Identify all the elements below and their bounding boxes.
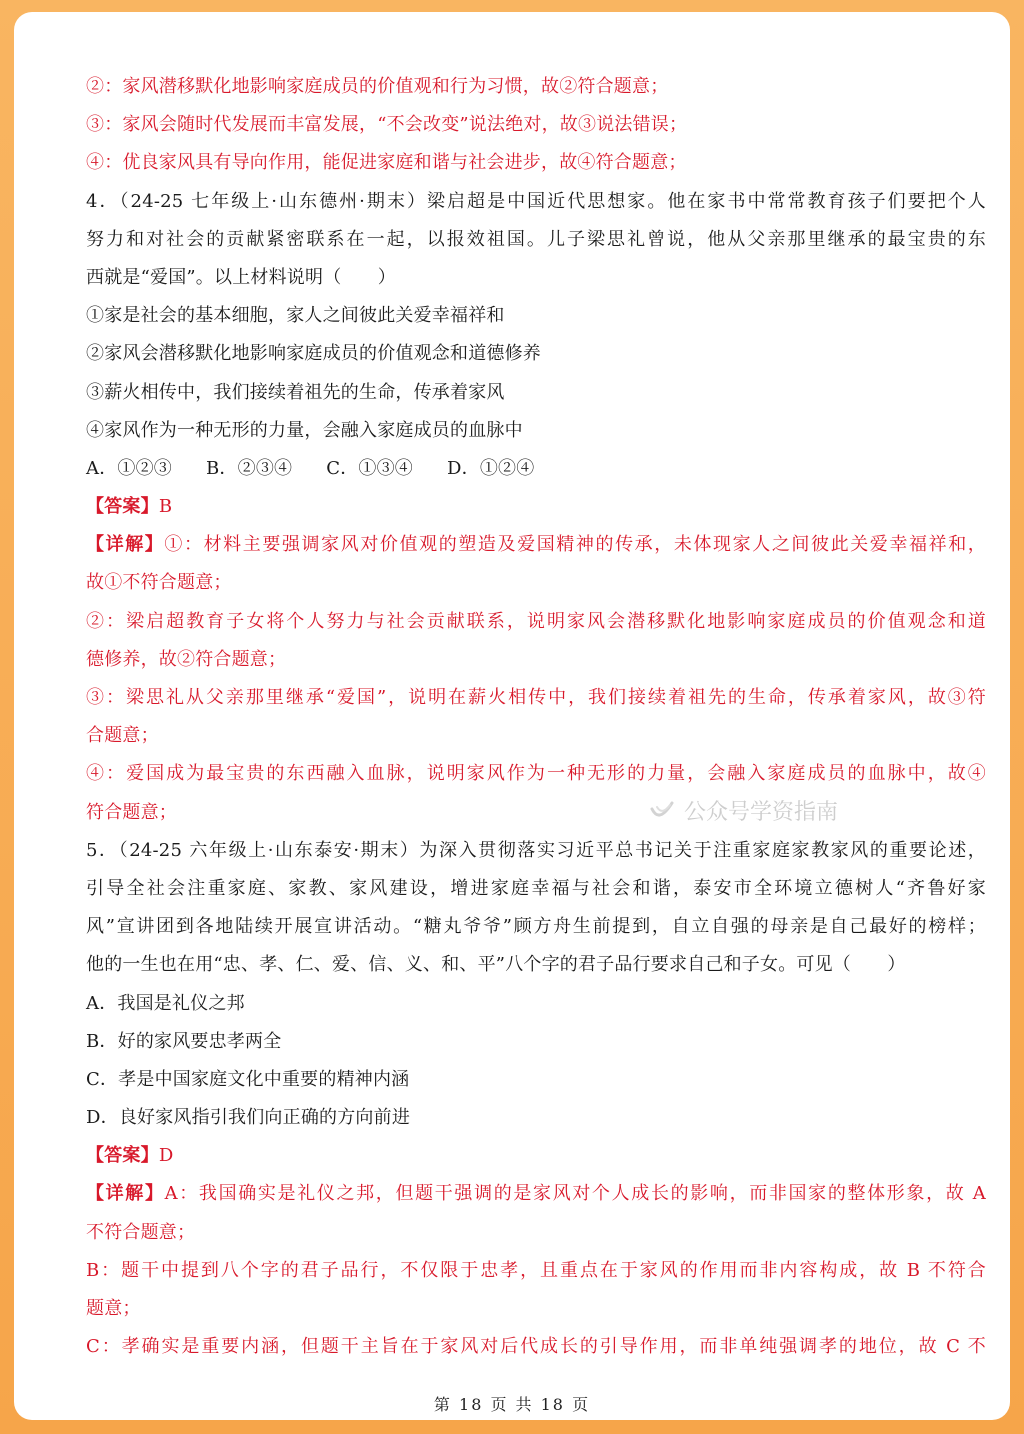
question-4-detail: 故①不符合题意； <box>86 572 232 594</box>
question-5-detail: C：孝确实是重要内涵，但题干主旨在于家风对后代成长的引导作用，而非单纯强调孝的地位，故 C 不 <box>86 1336 986 1358</box>
question-5-stem: 风”宣讲团到各地陆续开展宣讲活动。“糖丸爷爷”顾方舟生前提到，自立自强的母亲是自己最好的榜样； <box>86 916 986 938</box>
question-4-statement: ③薪火相传中，我们接续着祖先的生命，传承着家风 <box>86 381 505 403</box>
page-number-footer: 第 18 页 共 18 页 <box>433 1395 591 1414</box>
question-5-stem: 引导全社会注重家庭、家教、家风建设，增进家庭幸福与社会和谐，泰安市全环境立德树人“齐鲁好家 <box>86 877 986 899</box>
watermark <box>648 790 838 830</box>
question-5-stem: 5．（24-25 六年级上·山东泰安·期末）为深入贯彻落实习近平总书记关于注重家庭家教家风的重要论述， <box>86 839 986 861</box>
question-4-answer <box>86 488 986 526</box>
prev-explanation-line: ④：优良家风具有导向作用，能促进家庭和谐与社会进步，故④符合题意； <box>86 152 687 174</box>
detail-text: ①：材料主要强调家风对价值观的塑造及爱国精神的传承，未体现家人之间彼此关爱幸福祥和， <box>164 534 986 556</box>
document-content <box>86 68 986 1366</box>
detail-tag: 【详解】 <box>86 1183 165 1205</box>
question-4-statement: ①家是社会的基本细胞，家人之间彼此关爱幸福祥和 <box>86 305 505 327</box>
question-5-detail: 不符合题意； <box>86 1221 196 1243</box>
answer-tag: 【答案】 <box>86 1145 159 1167</box>
option-b: B．好的家风要忠孝两全 <box>86 1030 282 1052</box>
question-4-detail: ③：梁思礼从父亲那里继承“爱国”，说明在薪火相传中，我们接续着祖先的生命，传承着家风，故③符 <box>86 687 986 708</box>
question-5-answer <box>86 1137 986 1175</box>
prev-explanation-line: ③：家风会随时代发展而丰富发展，“不会改变”说法绝对，故③说法错误； <box>86 114 688 136</box>
question-4-detail: 德修养，故②符合题意； <box>86 648 287 670</box>
option-d: D．良好家风指引我们向正确的方向前进 <box>86 1107 411 1129</box>
question-4-options <box>86 450 986 488</box>
question-4-statement: ④家风作为一种无形的力量，会融入家庭成员的血脉中 <box>86 419 523 441</box>
detail-text: A：我国确实是礼仪之邦，但题干强调的是家风对个人成长的影响，而非国家的整体形象，故 A <box>164 1183 986 1205</box>
option-c: C．孝是中国家庭文化中重要的精神内涵 <box>86 1068 410 1090</box>
option-d: D．①②④ <box>447 457 535 479</box>
question-4-detail: ②：梁启超教育子女将个人努力与社会贡献联系，说明家风会潜移默化地影响家庭成员的价值观念和道 <box>86 610 986 632</box>
question-4-stem: 西就是“爱国”。以上材料说明（ ） <box>86 266 397 288</box>
detail-tag: 【详解】 <box>86 534 165 556</box>
answer-tag: 【答案】 <box>86 496 159 518</box>
question-4-detail: ④：爱国成为最宝贵的东西融入血脉，说明家风作为一种无形的力量，会融入家庭成员的血脉中，故④ <box>86 763 986 785</box>
option-b: B．②③④ <box>206 457 293 479</box>
question-5-detail: 题意； <box>86 1298 141 1319</box>
answer-value: D <box>158 1145 174 1167</box>
question-4-detail: 符合题意； <box>86 801 177 823</box>
document-page <box>14 12 1010 1420</box>
question-4-detail: 合题意； <box>86 725 159 747</box>
wechat-logo-icon <box>648 795 678 825</box>
option-a: A．我国是礼仪之邦 <box>86 992 245 1014</box>
question-4-stem: 努力和对社会的贡献紧密联系在一起，以报效祖国。儿子梁思礼曾说，他从父亲那里继承的最宝贵的东 <box>86 228 986 250</box>
question-4-statement: ②家风会潜移默化地影响家庭成员的价值观念和道德修养 <box>86 343 541 365</box>
question-4-stem: 4．（24-25 七年级上·山东德州·期末）梁启超是中国近代思想家。他在家书中常常教育孩子们要把个人 <box>86 190 986 212</box>
question-5-detail <box>86 1175 986 1213</box>
question-5-stem: 他的一生也在用“忠、孝、仁、爱、信、义、和、平”八个字的君子品行要求自己和子女。可见（ ） <box>86 954 906 976</box>
prev-explanation-line: ②：家风潜移默化地影响家庭成员的价值观和行为习惯，故②符合题意； <box>86 76 669 97</box>
answer-value: B <box>158 496 173 518</box>
option-c: C．①③④ <box>326 457 414 479</box>
question-4-detail <box>86 526 986 564</box>
option-a: A．①②③ <box>86 457 172 479</box>
watermark-text: 公众号学资指南 <box>684 799 839 825</box>
question-5-detail: B：题干中提到八个字的君子品行，不仅限于忠孝，且重点在于家风的作用而非内容构成，故 B 不符合 <box>86 1259 986 1281</box>
